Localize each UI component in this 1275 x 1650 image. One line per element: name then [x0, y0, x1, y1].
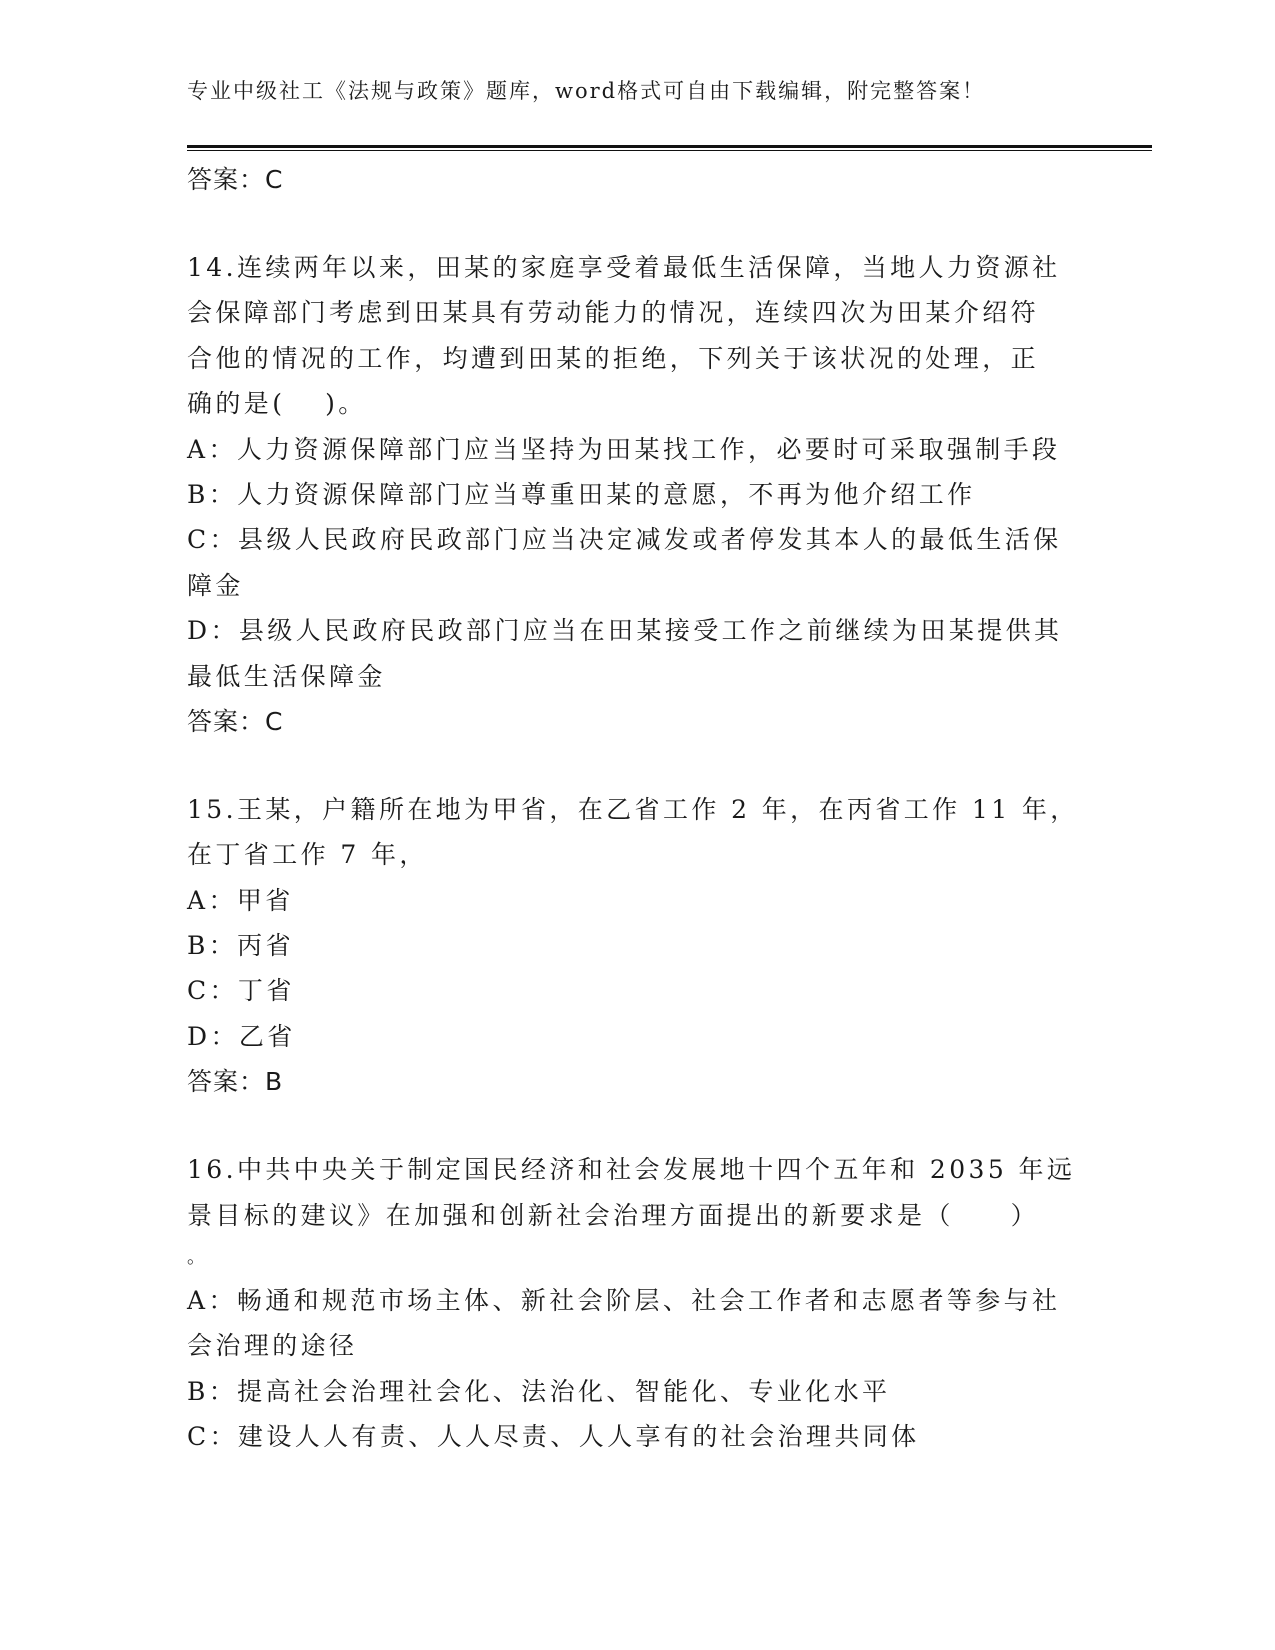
document-header: 专业中级社工《法规与政策》题库，word格式可自由下载编辑，附完整答案！ [187, 79, 986, 103]
option-d: D：县级人民政府民政部门应当在田某接受工作之前继续为田某提供其 [187, 616, 1063, 646]
question-text-line: 16.中共中央关于制定国民经济和社会发展地十四个五年和 2035 年远 [187, 1155, 1076, 1185]
option-a: A：畅通和规范市场主体、新社会阶层、社会工作者和志愿者等参与社 [187, 1286, 1061, 1316]
question-16 [187, 1147, 1087, 1459]
question-14 [187, 245, 1087, 744]
question-text-line: 在丁省工作 7 年， [187, 840, 428, 870]
header-divider [187, 145, 1152, 148]
question-15 [187, 787, 1087, 1104]
option-a: A：甲省 [187, 885, 294, 915]
question-text-line: 合他的情况的工作，均遭到田某的拒绝，下列关于该状况的处理，正 [187, 343, 1040, 373]
option-b: B：提高社会治理社会化、法治化、智能化、专业化水平 [187, 1376, 891, 1406]
document-body [187, 157, 1087, 1460]
option-c: C：县级人民政府民政部门应当决定减发或者停发其本人的最低生活保 [187, 525, 1062, 555]
answer-15: 答案：B [187, 1067, 284, 1097]
option-d-continued: 最低生活保障金 [187, 661, 386, 691]
option-c: C：丁省 [187, 976, 295, 1006]
option-b: B：人力资源保障部门应当尊重田某的意愿，不再为他介绍工作 [187, 479, 976, 509]
question-text-line: 。 [187, 1247, 209, 1269]
option-b: B：丙省 [187, 931, 294, 961]
previous-answer: 答案：C [187, 165, 284, 194]
question-text-line: 确的是( )。 [187, 389, 367, 419]
question-text-line: 景目标的建议》在加强和创新社会治理方面提出的新要求是（ ） [187, 1200, 1040, 1230]
option-c: C：建设人人有责、人人尽责、人人享有的社会治理共同体 [187, 1422, 920, 1452]
question-text-line: 会保障部门考虑到田某具有劳动能力的情况，连续四次为田某介绍符 [187, 298, 1040, 328]
option-a-continued: 会治理的途径 [187, 1331, 358, 1361]
option-a: A：人力资源保障部门应当坚持为田某找工作，必要时可采取强制手段 [187, 434, 1061, 464]
answer-14: 答案：C [187, 706, 284, 736]
option-d: D：乙省 [187, 1021, 296, 1051]
option-c-continued: 障金 [187, 570, 244, 600]
question-text-line: 15.王某，户籍所在地为甲省，在乙省工作 2 年，在丙省工作 11 年， [187, 794, 1079, 824]
question-text-line: 14.连续两年以来，田某的家庭享受着最低生活保障，当地人力资源社 [187, 253, 1061, 282]
